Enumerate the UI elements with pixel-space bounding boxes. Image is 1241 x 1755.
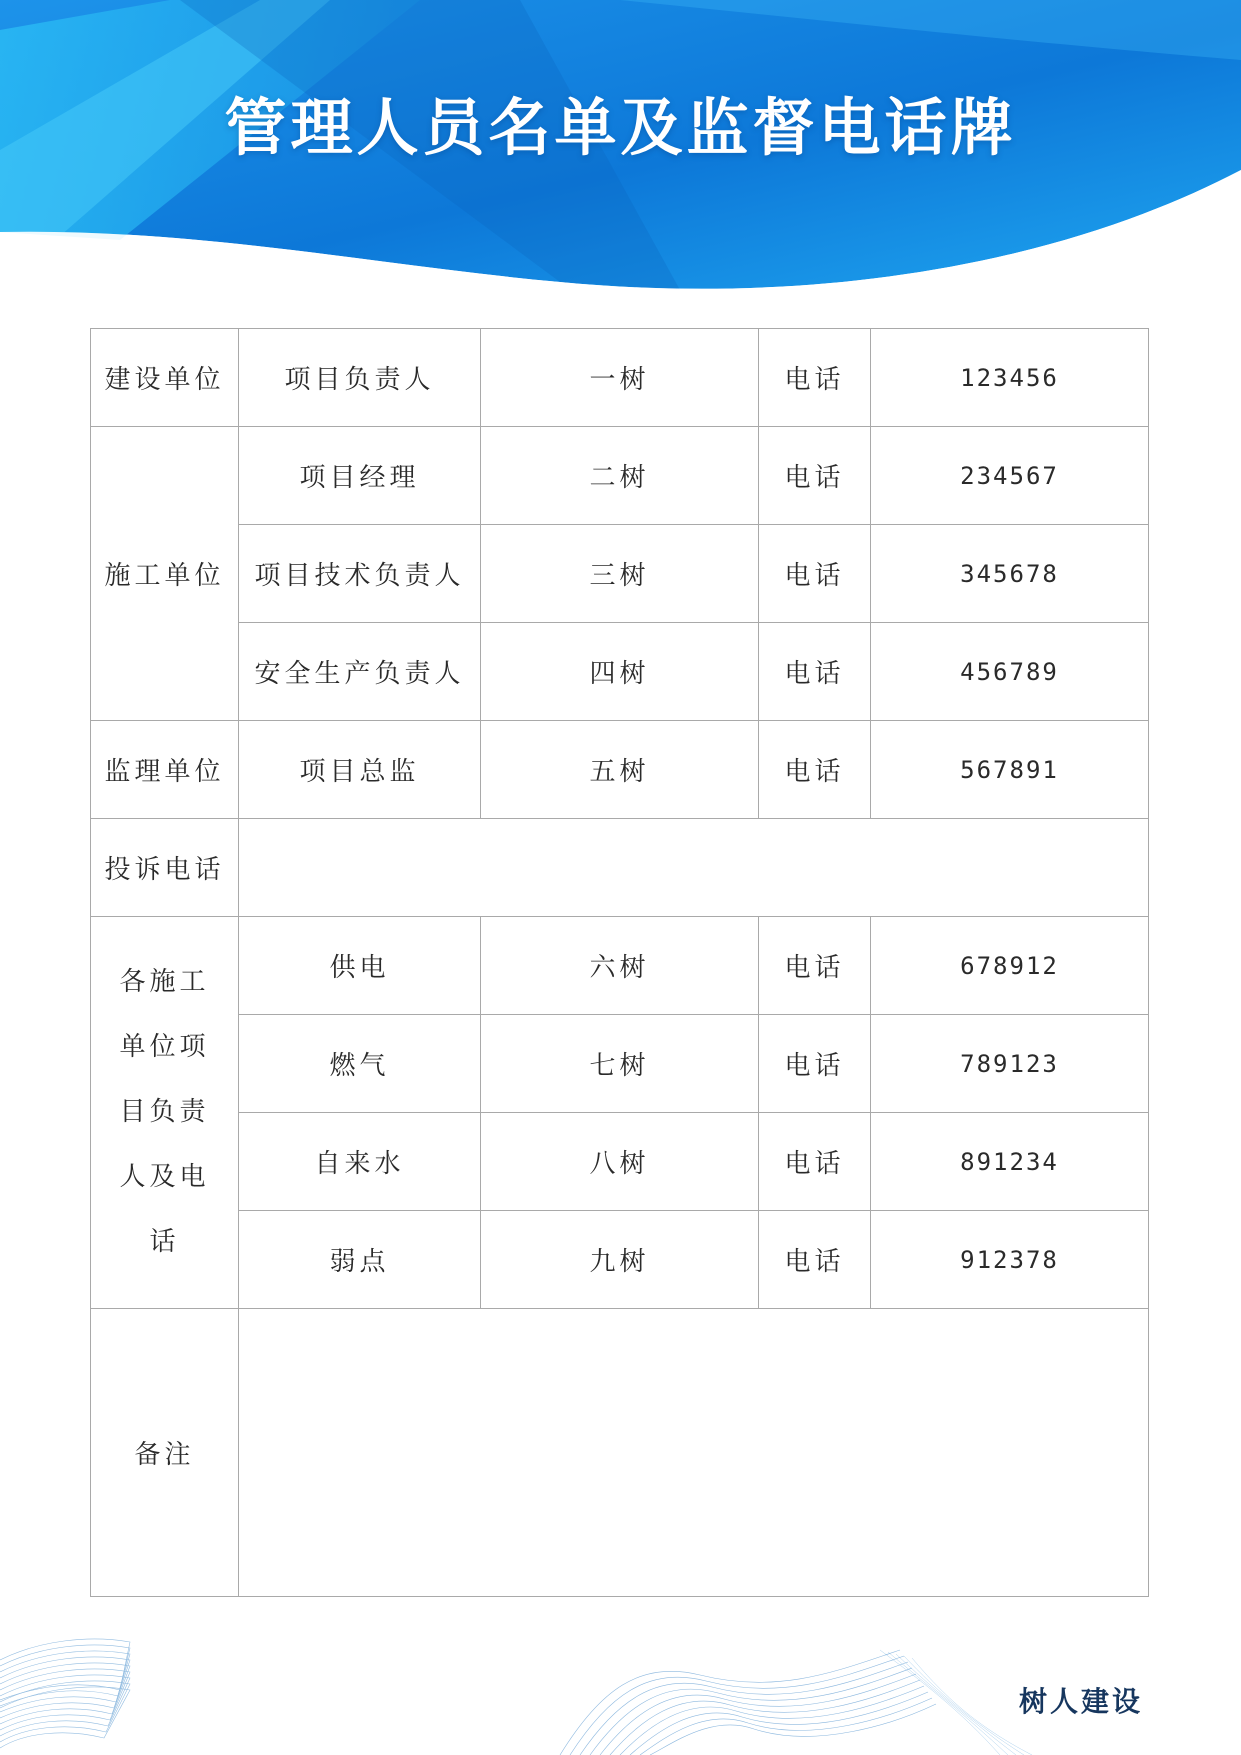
name-cell: 八树 — [481, 1113, 759, 1211]
phone-label: 电话 — [759, 623, 871, 721]
phone-number: 123456 — [871, 329, 1149, 427]
phone-label: 电话 — [759, 1211, 871, 1309]
table-row — [91, 1211, 1149, 1309]
name-cell: 六树 — [481, 917, 759, 1015]
name-cell: 七树 — [481, 1015, 759, 1113]
group-contractor: 施工单位 — [91, 427, 239, 721]
phone-label: 电话 — [759, 917, 871, 1015]
role-cell: 供电 — [239, 917, 481, 1015]
phone-number: 567891 — [871, 721, 1149, 819]
role-cell: 燃气 — [239, 1015, 481, 1113]
phone-number: 345678 — [871, 525, 1149, 623]
group-remarks: 备注 — [91, 1309, 239, 1597]
phone-number: 789123 — [871, 1015, 1149, 1113]
phone-number: 891234 — [871, 1113, 1149, 1211]
phone-label: 电话 — [759, 329, 871, 427]
role-cell: 自来水 — [239, 1113, 481, 1211]
name-cell: 二树 — [481, 427, 759, 525]
name-cell: 五树 — [481, 721, 759, 819]
table-row — [91, 1309, 1149, 1597]
table-row — [91, 819, 1149, 917]
phone-number: 234567 — [871, 427, 1149, 525]
phone-number: 456789 — [871, 623, 1149, 721]
group-complaint: 投诉电话 — [91, 819, 239, 917]
complaint-value — [239, 819, 1149, 917]
phone-label: 电话 — [759, 1015, 871, 1113]
group-supervisor: 监理单位 — [91, 721, 239, 819]
table-row — [91, 329, 1149, 427]
name-cell: 四树 — [481, 623, 759, 721]
phone-label: 电话 — [759, 427, 871, 525]
table-row — [91, 427, 1149, 525]
role-cell: 项目经理 — [239, 427, 481, 525]
phone-label: 电话 — [759, 1113, 871, 1211]
name-cell: 九树 — [481, 1211, 759, 1309]
role-cell: 项目技术负责人 — [239, 525, 481, 623]
role-cell: 安全生产负责人 — [239, 623, 481, 721]
table-row — [91, 1015, 1149, 1113]
role-cell: 项目负责人 — [239, 329, 481, 427]
remarks-value — [239, 1309, 1149, 1597]
phone-number: 912378 — [871, 1211, 1149, 1309]
table-row — [91, 525, 1149, 623]
table-row — [91, 623, 1149, 721]
name-cell: 三树 — [481, 525, 759, 623]
phone-number: 678912 — [871, 917, 1149, 1015]
roster-table — [90, 328, 1149, 1597]
table-row — [91, 721, 1149, 819]
group-owner: 建设单位 — [91, 329, 239, 427]
phone-label: 电话 — [759, 525, 871, 623]
role-cell: 弱点 — [239, 1211, 481, 1309]
table-row — [91, 1113, 1149, 1211]
phone-label: 电话 — [759, 721, 871, 819]
role-cell: 项目总监 — [239, 721, 481, 819]
brand-name: 树人建设 — [1018, 1685, 1143, 1718]
table-row — [91, 917, 1149, 1015]
page-title: 管理人员名单及监督电话牌 — [224, 91, 1017, 164]
name-cell: 一树 — [481, 329, 759, 427]
group-utilities: 各施工单位项目负责人及电话 — [91, 917, 239, 1309]
